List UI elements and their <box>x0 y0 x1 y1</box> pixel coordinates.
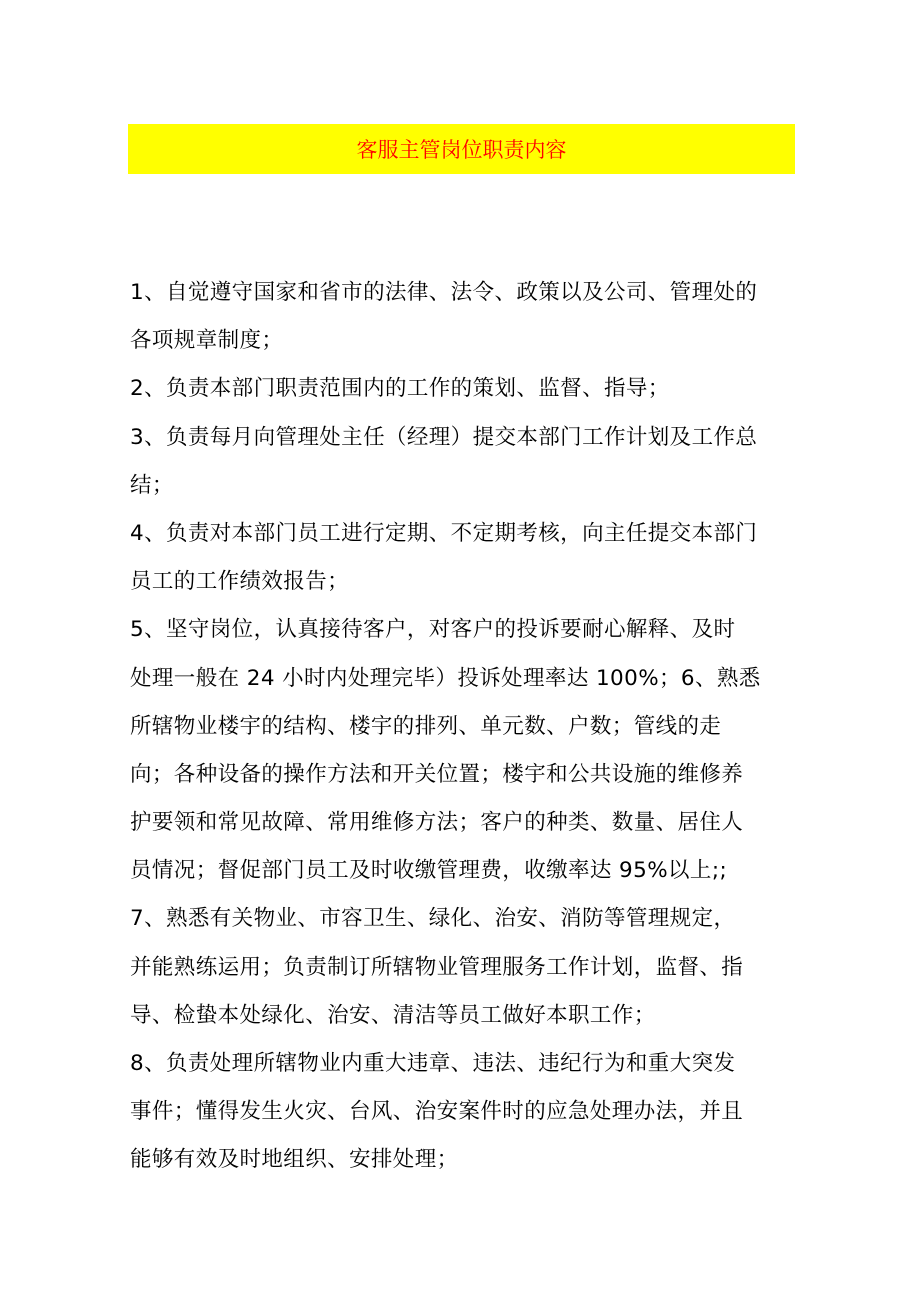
text-line: 4、负责对本部门员工进行定期、不定期考核，向主任提交本部门 <box>130 520 758 546</box>
text-line: 员情况；督促部门员工及时收缴管理费，收缴率达 95%以上;; <box>130 858 728 884</box>
text-line: 向；各种设备的操作方法和开关位置；楼宇和公共设施的维修养 <box>130 761 744 787</box>
document-title: 客服主管岗位职责内容 <box>356 138 567 162</box>
text-line: 5、坚守岗位，认真接待客户，对客户的投诉要耐心解释、及时 <box>130 617 736 643</box>
text-line: 7、熟悉有关物业、市容卫生、绿化、治安、消防等管理规定， <box>130 906 736 932</box>
title-banner <box>128 124 795 174</box>
text-line: 1、自觉遵守国家和省市的法律、法令、政策以及公司、管理处的 <box>130 280 758 305</box>
text-line: 各项规章制度； <box>130 328 284 354</box>
text-line: 护要领和常见故障、常用维修方法；客户的种类、数量、居住人 <box>130 810 744 836</box>
text-line: 能够有效及时地组织、安排处理； <box>130 1147 459 1173</box>
text-line: 8、负责处理所辖物业内重大违章、违法、违纪行为和重大突发 <box>130 1051 736 1076</box>
text-line: 所辖物业楼宇的结构、楼宇的排列、单元数、户数；管线的走 <box>130 713 722 739</box>
document-body <box>130 269 800 1185</box>
text-line: 处理一般在 24 小时内处理完毕）投诉处理率达 100%；6、熟悉 <box>130 665 761 691</box>
text-line: 导、检蛰本处绿化、治安、清洁等员工做好本职工作； <box>130 1002 656 1028</box>
text-line: 3、负责每月向管理处主任（经理）提交本部门工作计划及工作总 <box>130 424 758 450</box>
text-line: 员工的工作绩效报告； <box>130 569 350 595</box>
text-line: 结； <box>130 472 174 498</box>
text-line: 并能熟练运用；负责制订所辖物业管理服务工作计划，监督、指 <box>130 954 744 980</box>
text-line: 2、负责本部门职责范围内的工作的策划、监督、指导； <box>130 376 670 402</box>
text-line: 事件；懂得发生火灾、台风、治安案件时的应急处理办法，并且 <box>130 1099 744 1125</box>
